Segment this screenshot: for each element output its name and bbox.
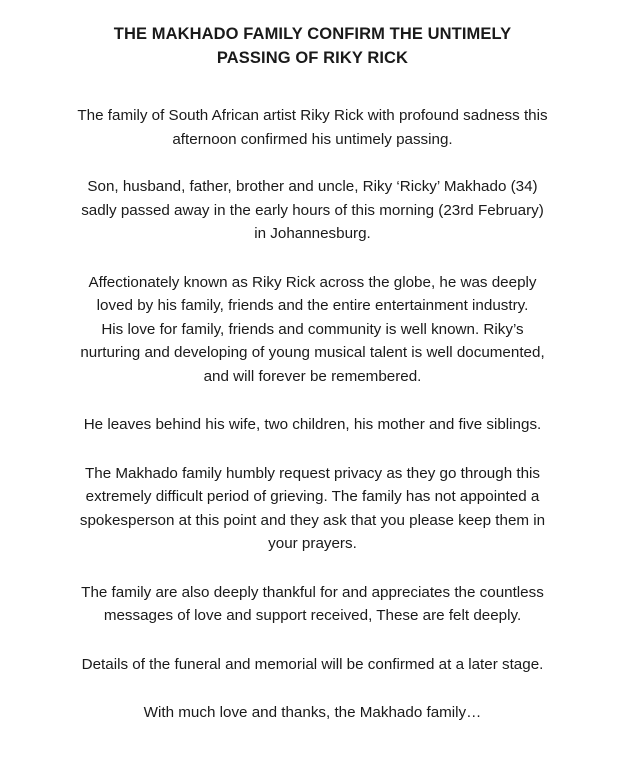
text-line: Details of the funeral and memorial will be confirmed at a later stage. xyxy=(81,655,544,673)
title-line: PASSING OF RIKY RICK xyxy=(216,49,409,67)
text-line: His love for family, friends and community is well known. Riky’s xyxy=(101,320,524,338)
text-line: Affectionately known as Riky Rick across the globe, he was deeply xyxy=(88,273,537,291)
paragraph-sign-off xyxy=(30,701,595,725)
paragraph-funeral-details xyxy=(30,653,595,677)
paragraph-tribute xyxy=(30,271,595,389)
text-line: your prayers. xyxy=(268,535,357,552)
text-line: The family are also deeply thankful for and appreciates the countless xyxy=(81,583,544,601)
text-line: sadly passed away in the early hours of this morning (23rd February) xyxy=(81,201,544,219)
text-line: spokesperson at this point and they ask that you please keep them in xyxy=(79,511,546,529)
text-line: nurturing and developing of young musical talent is well documented, xyxy=(80,344,545,361)
paragraph-passing-details xyxy=(30,175,595,246)
text-line: and will forever be remembered. xyxy=(203,367,422,385)
text-line: With much love and thanks, the Makhado family… xyxy=(143,704,482,721)
text-line: He leaves behind his wife, two children, his mother and five siblings. xyxy=(83,416,542,433)
text-line: loved by his family, friends and the entire entertainment industry. xyxy=(96,297,529,314)
paragraph-confirmation xyxy=(30,104,595,151)
statement-title xyxy=(30,22,595,70)
title-line: THE MAKHADO FAMILY CONFIRM THE UNTIMELY xyxy=(113,25,512,43)
text-line: The family of South African artist Riky Rick with profound sadness this xyxy=(77,107,548,124)
paragraph-thanks xyxy=(30,581,595,628)
text-line: Son, husband, father, brother and uncle, Riky ‘Ricky’ Makhado (34) xyxy=(87,178,538,195)
text-line: The Makhado family humbly request privacy as they go through this xyxy=(84,464,540,482)
paragraph-privacy-request xyxy=(30,462,595,556)
text-line: messages of love and support received, These are felt deeply. xyxy=(103,607,522,624)
paragraph-survivors xyxy=(30,413,595,437)
text-line: afternoon confirmed his untimely passing. xyxy=(172,130,453,148)
text-line: in Johannesburg. xyxy=(254,225,371,242)
text-line: extremely difficult period of grieving. The family has not appointed a xyxy=(85,488,540,505)
